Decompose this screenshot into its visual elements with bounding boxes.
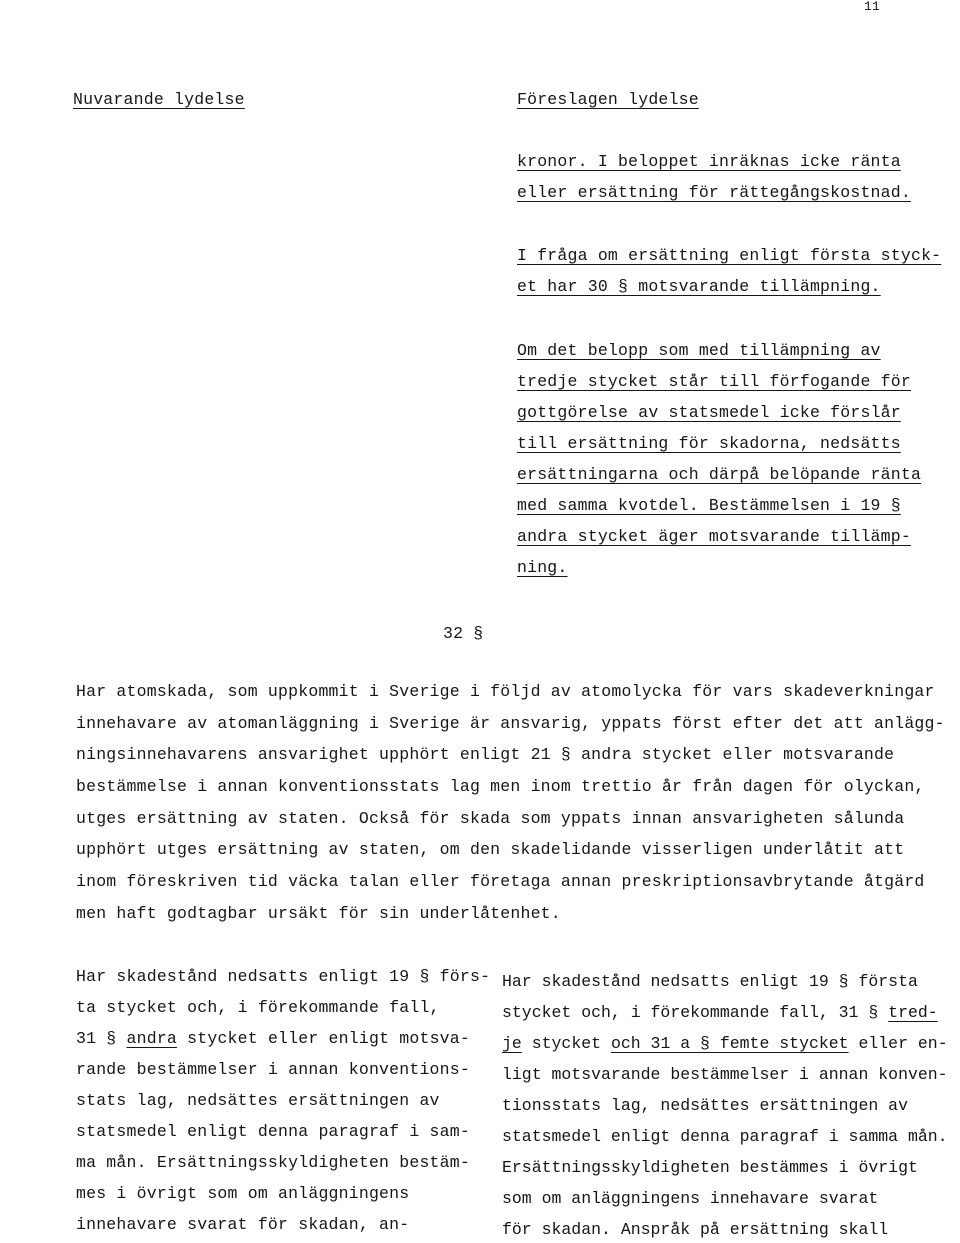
text-line: Har skadestånd nedsatts enligt 19 § första (502, 972, 918, 991)
text-line: tredje stycket står till förfogande för (517, 372, 911, 391)
text-line: Har skadestånd nedsatts enligt 19 § förs- (76, 967, 491, 986)
amended-text: och 31 a § femte stycket (610, 1034, 849, 1053)
text-line: upphört utges ersättning av staten, om den skadelidande visserligen underlåtit att (76, 840, 905, 860)
text-line (502, 1002, 948, 1024)
text-line: statsmedel enligt denna paragraf i sam- (76, 1122, 470, 1141)
text-line: tionsstats lag, nedsättes ersättningen av (502, 1096, 908, 1115)
text-line: men haft godtagbar ursäkt för sin underlåtenhet. (76, 903, 561, 923)
text-line: med samma kvotdel. Bestämmelsen i 19 § (517, 496, 901, 515)
amended-text: tred- (888, 1003, 938, 1022)
text-line: ningsinnehavarens ansvarighet upphört enligt 21 § andra stycket eller motsvarande (76, 745, 895, 765)
proposed-wording-paragraph (502, 971, 948, 1241)
text-line: bestämmelse i annan konventionsstats lag men inom trettio år från dagen för olyckan, (76, 777, 925, 797)
text-line: Har atomskada, som uppkommit i Sverige i följd av atomolycka för vars skadeverkningar (76, 682, 935, 701)
proposed-paragraph-3 (517, 340, 921, 579)
text-line: kronor. I beloppet inräknas icke ränta (517, 152, 901, 171)
text-line: Ersättningsskyldigheten bestämmes i övrigt (502, 1158, 918, 1177)
text-line (502, 1033, 948, 1055)
text-line: för skadan. Anspråk på ersättning skall (502, 1220, 889, 1239)
text-line: statsmedel enligt denna paragraf i samma mån. (502, 1127, 948, 1146)
text-line: utges ersättning av staten. Också för skada som yppats innan ansvarigheten sålunda (76, 808, 905, 828)
text-line: et har 30 § motsvarande tillämpning. (517, 277, 881, 296)
text-line: mes i övrigt som om anläggningens (76, 1184, 410, 1203)
text-line (76, 1028, 490, 1050)
text-line: ta stycket och, i förekommande fall, (76, 998, 440, 1017)
text-line: inom föreskriven tid väcka talan eller företaga annan preskriptionsavbrytande åtgärd (76, 872, 925, 892)
amended-text: andra (126, 1029, 178, 1048)
text-line: rande bestämmelser i annan konventions- (76, 1060, 470, 1079)
text-line: ma mån. Ersättningsskyldigheten bestäm- (76, 1153, 470, 1172)
text-line: Om det belopp som med tillämpning av (517, 341, 881, 360)
text-line: andra stycket äger motsvarande tillämp- (517, 527, 911, 546)
text-segment: eller en- (848, 1034, 948, 1053)
text-line: ning. (517, 558, 568, 577)
proposed-paragraph-2 (517, 245, 941, 298)
text-line: innehavare svarat för skadan, an- (76, 1215, 410, 1234)
text-line: innehavare av atomanläggning i Sverige är ansvarig, yppats först efter det att anlägg- (76, 713, 945, 733)
proposed-paragraph-1 (517, 151, 911, 204)
text-line: ligt motsvarande bestämmelser i annan konven- (502, 1065, 948, 1084)
current-wording-paragraph (76, 966, 490, 1236)
text-line: I fråga om ersättning enligt första styck- (517, 246, 942, 265)
text-line: stats lag, nedsättes ersättningen av (76, 1091, 440, 1110)
text-line: till ersättning för skadorna, nedsätts (517, 434, 901, 453)
proposed-wording-heading: Föreslagen lydelse (517, 90, 699, 109)
amended-text: je (502, 1034, 522, 1053)
text-line: ersättningarna och därpå belöpande ränta (517, 465, 922, 484)
section-heading: 32 § (443, 624, 484, 643)
text-segment: stycket och, i förekommande fall, 31 § (502, 1003, 889, 1022)
text-line: gottgörelse av statsmedel icke förslår (517, 403, 901, 422)
page-number: 11 (864, 0, 881, 14)
text-segment: stycket (521, 1034, 611, 1053)
current-wording-heading: Nuvarande lydelse (73, 90, 245, 109)
text-line: som om anläggningens innehavare svarat (502, 1189, 879, 1208)
text-line: eller ersättning för rättegångskostnad. (517, 183, 911, 202)
section-first-paragraph (76, 681, 945, 925)
text-segment: stycket eller enligt motsva- (177, 1029, 470, 1048)
text-segment: 31 § (76, 1029, 127, 1048)
